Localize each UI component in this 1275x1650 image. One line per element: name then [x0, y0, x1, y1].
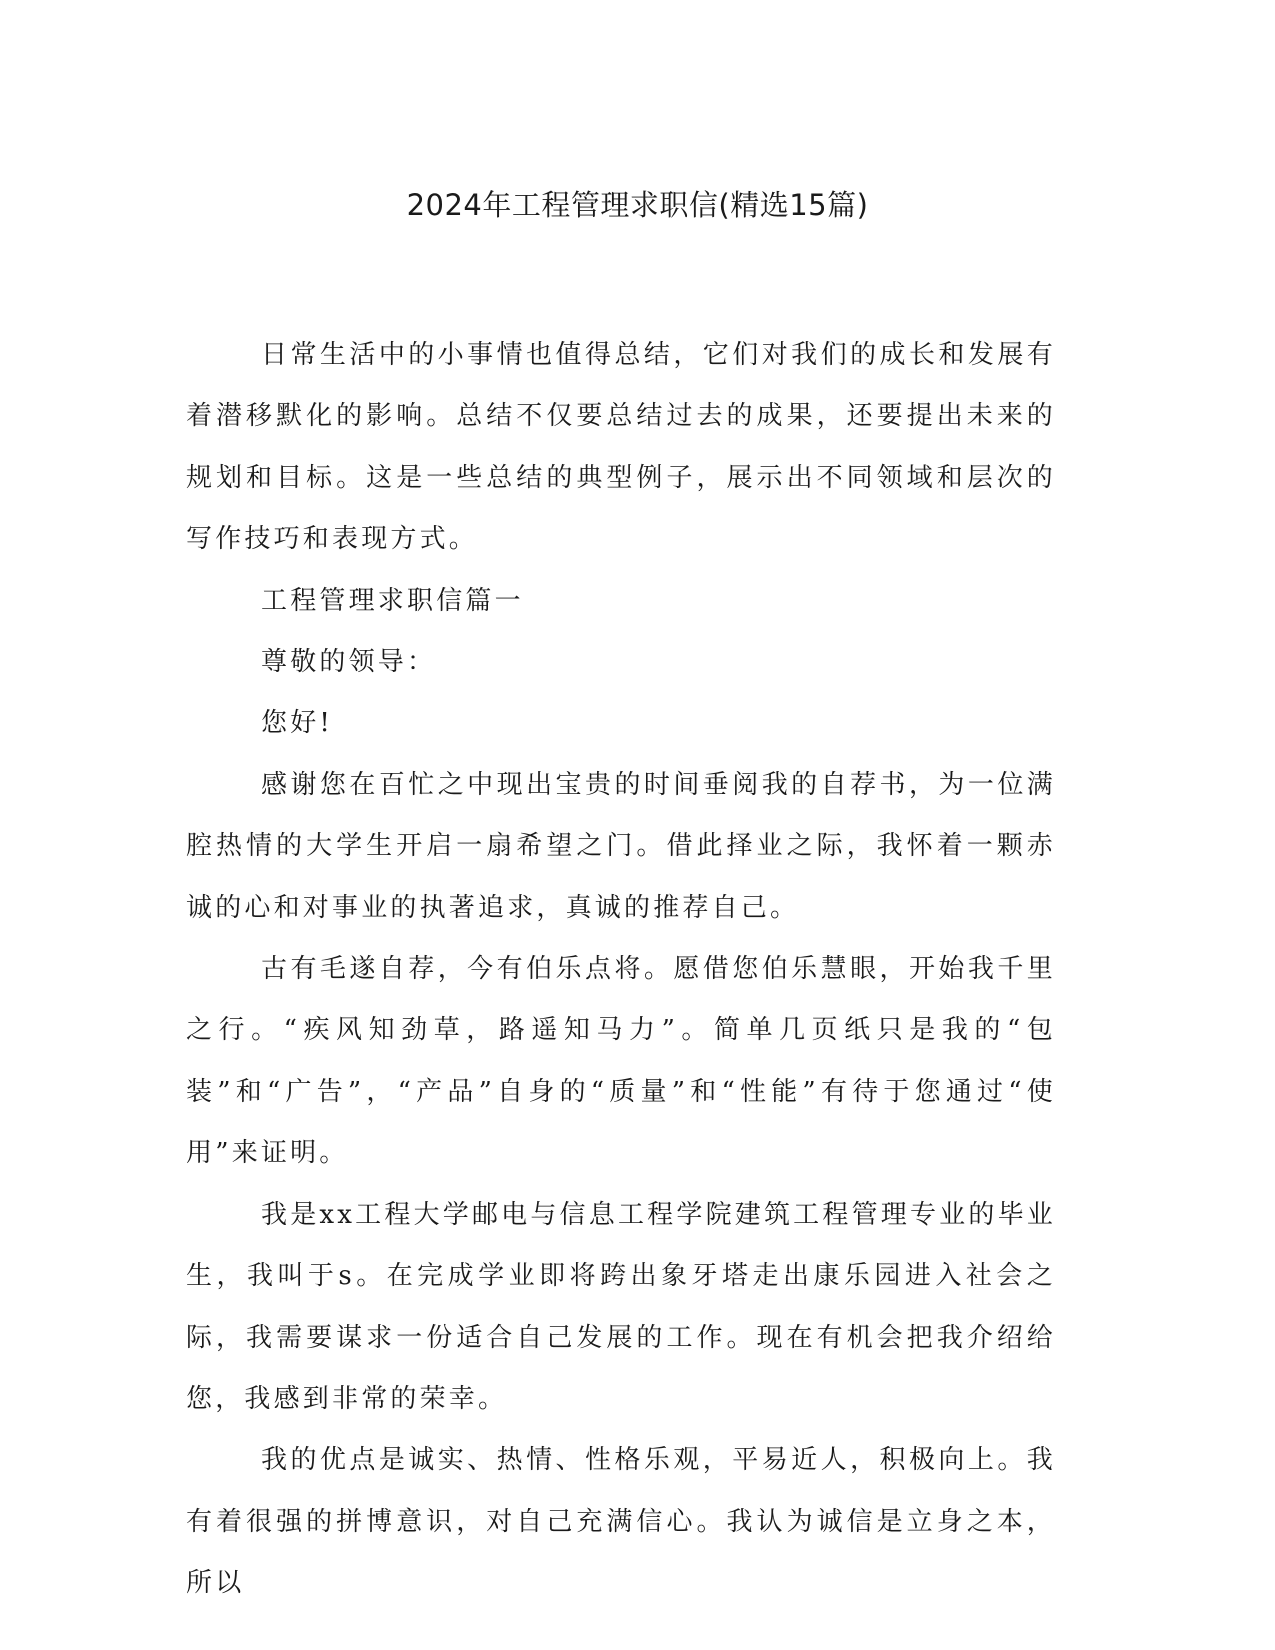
body-paragraph: 我的优点是诚实、热情、性格乐观，平易近人，积极向上。我有着很强的拼博意识，对自己充满信心。我认为诚信是立身之本，所以	[186, 1445, 1056, 1599]
intro-paragraph: 日常生活中的小事情也值得总结，它们对我们的成长和发展有着潜移默化的影响。总结不仅要总结过去的成果，还要提出未来的规划和目标。这是一些总结的典型例子，展示出不同领域和层次的写作技巧和表现方式。	[186, 340, 1056, 555]
body-paragraph: 古有毛遂自荐，今有伯乐点将。愿借您伯乐慧眼，开始我千里之行。“疾风知劲草，路遥知马力”。简单几页纸只是我的“包装”和“广告”，“产品”自身的“质量”和“性能”有待于您通过“使用”来证明。	[186, 954, 1056, 1169]
document-body	[186, 325, 1056, 1615]
body-paragraph: 感谢您在百忙之中现出宝贵的时间垂阅我的自荐书，为一位满腔热情的大学生开启一扇希望之门。借此择业之际，我怀着一颗赤诚的心和对事业的执著追求，真诚的推荐自己。	[186, 769, 1056, 923]
section-heading: 工程管理求职信篇一	[261, 585, 524, 616]
document-title: 2024年工程管理求职信(精选15篇)	[406, 188, 869, 222]
salutation: 尊敬的领导：	[261, 647, 437, 678]
greeting: 您好!	[261, 708, 334, 739]
body-paragraph: 我是xx工程大学邮电与信息工程学院建筑工程管理专业的毕业生，我叫于s。在完成学业即将跨出象牙塔走出康乐园进入社会之际，我需要谋求一份适合自己发展的工作。现在有机会把我介绍给您，我感到非常的荣幸。	[186, 1199, 1056, 1414]
